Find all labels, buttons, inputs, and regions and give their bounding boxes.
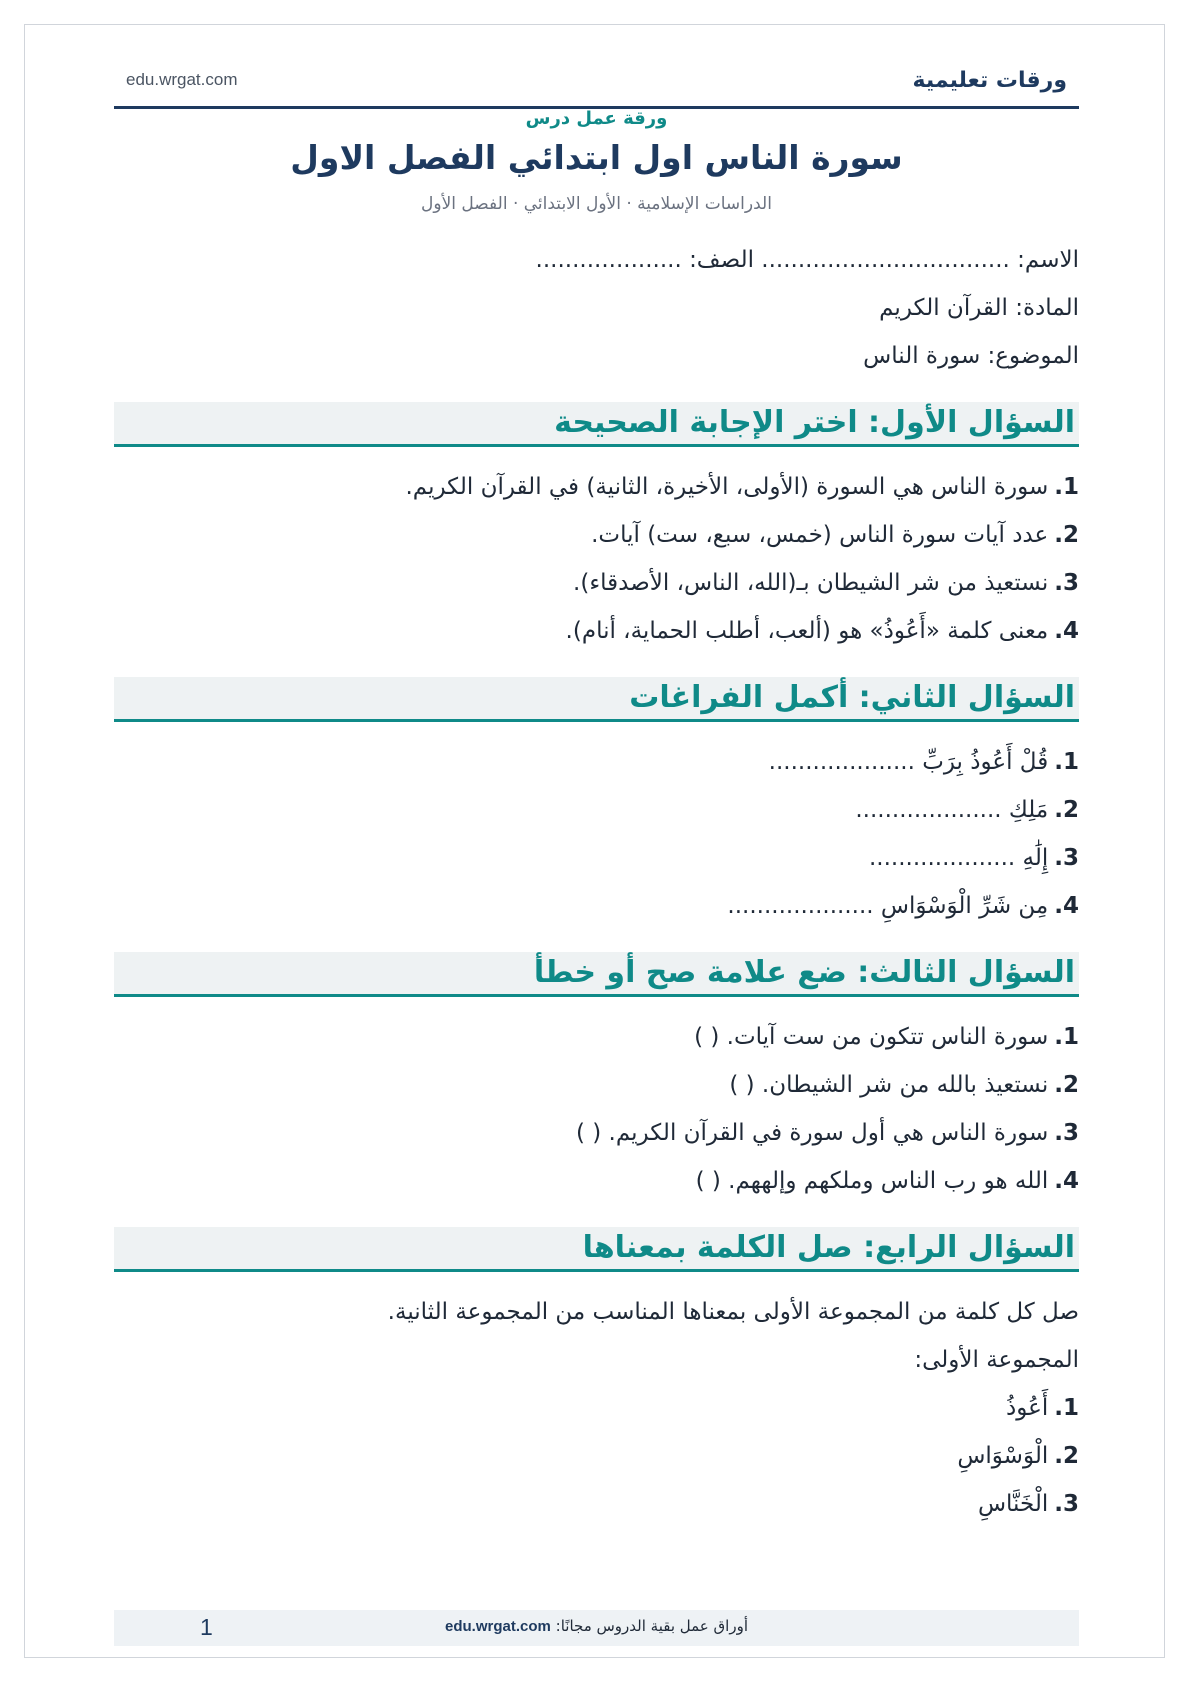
item-text: مِن شَرِّ الْوَسْوَاسِ .................... xyxy=(727,893,1049,919)
item-text: سورة الناس هي أول سورة في القرآن الكريم. ( ) xyxy=(575,1120,1049,1146)
section-4-items xyxy=(114,1288,1079,1528)
item-text: قُلْ أَعُوذُ بِرَبِّ .................... xyxy=(768,749,1049,775)
footer-url-link[interactable]: edu.wrgat.com xyxy=(445,1618,551,1635)
question-item xyxy=(114,1061,1079,1109)
item-number: 4. xyxy=(1054,618,1079,644)
topic-line: الموضوع: سورة الناس xyxy=(863,343,1079,369)
question-item xyxy=(114,738,1079,786)
group-1-label: المجموعة الأولى: xyxy=(914,1347,1079,1373)
item-number: 1. xyxy=(1054,1395,1079,1421)
item-number: 2. xyxy=(1054,797,1079,823)
page-footer xyxy=(114,1610,1079,1646)
question-item xyxy=(114,463,1079,511)
footer-text: أوراق عمل بقية الدروس مجانًا: xyxy=(555,1617,748,1635)
item-text: الْخَنَّاسِ xyxy=(977,1491,1049,1517)
item-text: عدد آيات سورة الناس (خمس، سبع، ست) آيات. xyxy=(591,522,1049,548)
match-word-item xyxy=(114,1384,1079,1432)
section-1-items xyxy=(114,463,1079,655)
page-number: 1 xyxy=(200,1614,213,1640)
page-header xyxy=(114,62,1079,109)
item-number: 1. xyxy=(1054,474,1079,500)
item-number: 3. xyxy=(1054,1120,1079,1146)
item-text: معنى كلمة «أَعُوذُ» هو (ألعب، أطلب الحماية، أنام). xyxy=(565,618,1049,644)
item-text: الله هو رب الناس وملكهم وإلههم. ( ) xyxy=(695,1168,1049,1194)
question-item xyxy=(114,607,1079,655)
footer-note xyxy=(114,1617,1079,1635)
item-text: الْوَسْوَاسِ xyxy=(957,1443,1049,1469)
item-number: 2. xyxy=(1054,1443,1079,1469)
section-1-title: السؤال الأول: اختر الإجابة الصحيحة xyxy=(114,402,1079,447)
section-2-title: السؤال الثاني: أكمل الفراغات xyxy=(114,677,1079,722)
section-4-title: السؤال الرابع: صل الكلمة بمعناها xyxy=(114,1227,1079,1272)
name-class-line: الاسم: .................................. الصف: .................... xyxy=(535,247,1079,273)
section-4-intro: صل كل كلمة من المجموعة الأولى بمعناها المناسب من المجموعة الثانية. xyxy=(387,1299,1079,1325)
match-word-item xyxy=(114,1480,1079,1528)
item-number: 3. xyxy=(1054,845,1079,871)
item-number: 1. xyxy=(1054,749,1079,775)
question-item xyxy=(114,559,1079,607)
page-title: سورة الناس اول ابتدائي الفصل الاول xyxy=(290,138,903,177)
question-item xyxy=(114,511,1079,559)
section-2-items xyxy=(114,738,1079,930)
section-3-title: السؤال الثالث: ضع علامة صح أو خطأ xyxy=(114,952,1079,997)
header-url[interactable]: edu.wrgat.com xyxy=(126,70,238,89)
item-text: سورة الناس تتكون من ست آيات. ( ) xyxy=(694,1024,1049,1050)
item-number: 3. xyxy=(1054,570,1079,596)
item-text: أَعُوذُ xyxy=(1005,1395,1049,1421)
section-3-items xyxy=(114,1013,1079,1205)
match-word-item xyxy=(114,1432,1079,1480)
brand-name: ورقات تعليمية xyxy=(912,68,1067,93)
item-text: إِلَٰهِ .................... xyxy=(868,845,1049,871)
question-item xyxy=(114,1013,1079,1061)
question-item xyxy=(114,1109,1079,1157)
item-number: 1. xyxy=(1054,1024,1079,1050)
worksheet-content xyxy=(114,236,1079,1528)
item-number: 2. xyxy=(1054,1072,1079,1098)
question-item xyxy=(114,882,1079,930)
item-text: نستعيذ من شر الشيطان بـ(الله، الناس، الأصدقاء). xyxy=(573,570,1049,596)
item-text: سورة الناس هي السورة (الأولى، الأخيرة، الثانية) في القرآن الكريم. xyxy=(405,474,1049,500)
page-subtitle: الدراسات الإسلامية · الأول الابتدائي · الفصل الأول xyxy=(421,194,772,214)
item-number: 4. xyxy=(1054,1168,1079,1194)
question-item xyxy=(114,1157,1079,1205)
subject-line: المادة: القرآن الكريم xyxy=(879,295,1079,321)
worksheet-kicker: ورقة عمل درس xyxy=(525,108,668,129)
item-number: 4. xyxy=(1054,893,1079,919)
question-item xyxy=(114,786,1079,834)
item-text: نستعيذ بالله من شر الشيطان. ( ) xyxy=(729,1072,1049,1098)
item-number: 3. xyxy=(1054,1491,1079,1517)
question-item xyxy=(114,834,1079,882)
item-number: 2. xyxy=(1054,522,1079,548)
item-text: مَلِكِ .................... xyxy=(855,797,1049,823)
